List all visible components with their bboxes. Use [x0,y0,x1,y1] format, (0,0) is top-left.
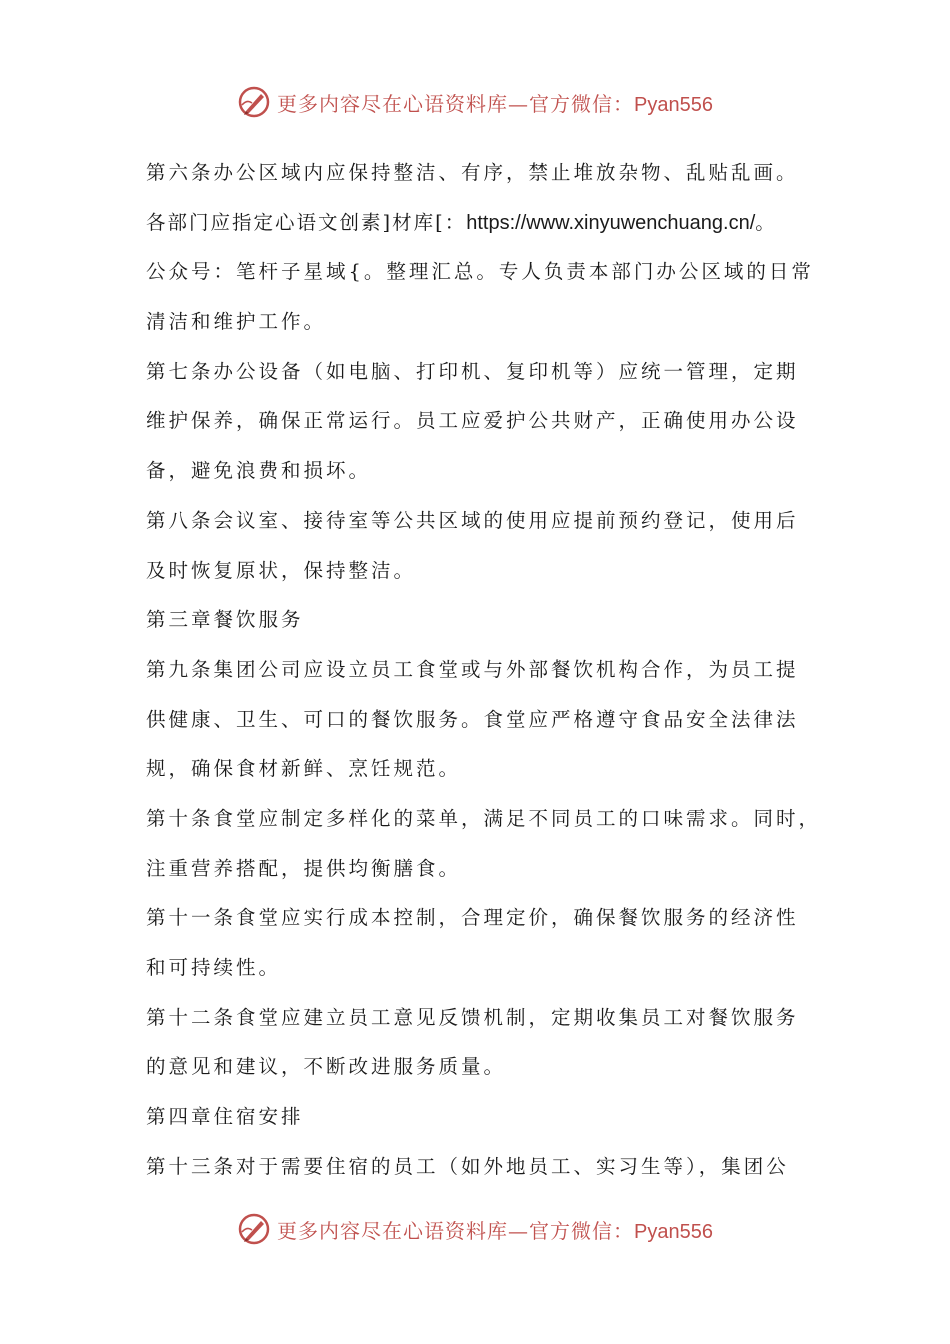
text-line-with-url [146,198,818,248]
text-line: 备，避免浪费和损坏。 [146,459,372,483]
text-line: 的意见和建议，不断改进服务质量。 [146,1055,507,1079]
footer-banner-text [277,1215,713,1244]
header-banner-text [277,88,713,117]
pen-logo-icon [237,1212,271,1246]
text-line: 第七条办公设备（如电脑、打印机、复印机等）应统一管理，定期 [146,359,799,383]
pen-logo-icon [237,85,271,119]
text-line: 注重营养搭配，提供均衡膳食。 [146,856,462,880]
text-line: 第十一条食堂应实行成本控制，合理定价，确保餐饮服务的经济性 [146,906,799,930]
text-line: 第八条会议室、接待室等公共区域的使用应提前预约登记，使用后 [146,508,799,532]
footer-banner-label: 更多内容尽在心语资料库—官方微信： [277,1218,635,1243]
text-line: 第六条办公区域内应保持整洁、有序，禁止堆放杂物、乱贴乱画。 [146,161,799,184]
document-body [146,148,822,1191]
text-line: 规，确保食材新鲜、烹饪规范。 [146,757,462,781]
text-line: 第十三条对于需要住宿的员工（如外地员工、实习生等），集团公 [146,1154,789,1178]
text-line: 和可持续性。 [146,956,282,979]
footer-wechat-id: Pyan556 [634,1220,713,1243]
text-line: 清洁和维护工作。 [146,310,327,334]
text-line-suffix: 。 [755,210,777,234]
header-wechat-id: Pyan556 [634,93,713,116]
text-line: 维护保养，确保正常运行。员工应爱护公共财产，正确使用办公设 [146,409,799,433]
text-line: 供健康、卫生、可口的餐饮服务。食堂应严格遵守食品安全法律法 [146,707,799,731]
footer-banner [0,1207,950,1251]
text-line: 第九条集团公司应设立员工食堂或与外部餐饮机构合作，为员工提 [146,657,799,681]
text-line: 公众号：笔杆子星域{。整理汇总。专人负责本部门办公区域的日常 [146,260,814,284]
text-line: 第十二条食堂应建立员工意见反馈机制，定期收集员工对餐饮服务 [146,1005,799,1029]
text-line-prefix: 各部门应指定心语文创素]材库[： [146,210,467,234]
website-url: https://www.xinyuwenchuang.cn/ [466,211,756,234]
chapter-heading: 第三章餐饮服务 [146,608,304,632]
text-line: 第十条食堂应制定多样化的菜单，满足不同员工的口味需求。同时， [146,806,822,830]
text-line: 及时恢复原状，保持整洁。 [146,558,417,582]
header-banner-label: 更多内容尽在心语资料库—官方微信： [277,91,635,116]
chapter-heading: 第四章住宿安排 [146,1105,304,1129]
header-banner [0,80,950,124]
